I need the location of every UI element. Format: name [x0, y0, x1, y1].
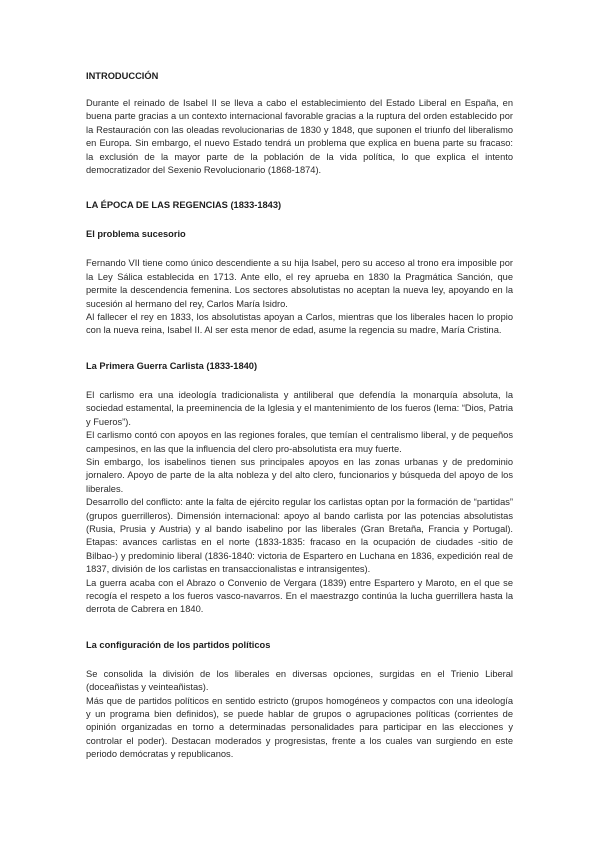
- partidos-section: [86, 668, 513, 762]
- guerra-heading: La Primera Guerra Carlista (1833-1840): [86, 360, 258, 371]
- guerra-section: [86, 389, 513, 617]
- partidos-heading: La configuración de los partidos políticos: [86, 639, 271, 650]
- intro-section: [86, 97, 513, 177]
- sucesorio-paragraph-2: Al fallecer el rey en 1833, los absolutistas apoyan a Carlos, mientras que los liberales hacen lo propio con la nueva reina, Isabel II. Al ser esta menor de edad, asume la regencia su madre, María Cristina.: [86, 312, 513, 336]
- guerra-paragraph-2: El carlismo contó con apoyos en las regiones forales, que temían el centralismo liberal, y de pequeños campesinos, en las que la influencia del clero pro-absolutista era muy fuerte.: [86, 430, 513, 454]
- guerra-paragraph-4: Desarrollo del conflicto: ante la falta de ejército regular los carlistas optan por la formación de “partidas” (grupos guerrilleros). Dimensión internacional: apoyo al bando carlista por las potencias absolutistas (Rusia, Prusia y Austria) y al bando isabelino por las liberales (Gran Bretaña, Francia y Portugal). Etapas: avances carlistas en el norte (1833-1835: fracaso en la ocupación de ciudades -sitio de Bilbao-) y predominio liberal (1836-1840: victoria de Espartero en Luchana en 1836, expedición real de 1837, división de los carlistas en transaccionalistas e intransigentes).: [86, 497, 513, 575]
- partidos-paragraph-2: Más que de partidos políticos en sentido estricto (grupos homogéneos y compactos con una ideología y un programa bien definidos), se puede hablar de grupos o agrupaciones políticas (corrientes de opinión organizadas en torno a determinadas personalidades para participar en las elecciones y controlar el poder). Destacan moderados y progresistas, frente a los cuales van surgiendo en este periodo demócratas y republicanos.: [86, 695, 513, 760]
- sucesorio-heading: El problema sucesorio: [86, 229, 186, 240]
- guerra-paragraph-3: Sin embargo, los isabelinos tienen sus principales apoyos en las zonas urbanas y de predominio jornalero. Apoyo de parte de la alta nobleza y del alto clero, funcionarios y búsqueda del apoyo de los liberales.: [86, 456, 513, 494]
- sucesorio-paragraph-1: Fernando VII tiene como único descendiente a su hija Isabel, pero su acceso al trono era imposible por la Ley Sálica establecida en 1713. Ante ello, el rey aprueba en 1830 la Pragmática Sanción, que permite la descendencia femenina. Los sectores absolutistas no aceptan la nueva ley, apoyando en la sucesión al hermano del rey, Carlos María Isidro.: [86, 258, 513, 309]
- guerra-paragraph-1: El carlismo era una ideología tradicionalista y antiliberal que defendía la monarquía absoluta, la sociedad estamental, la preeminencia de la Iglesia y el mantenimiento de los fueros (lema: “Dios, Patria y Fueros”).: [86, 389, 513, 427]
- guerra-paragraph-5: La guerra acaba con el Abrazo o Convenio de Vergara (1839) entre Espartero y Maroto, en el que se recogía el respeto a los fueros vasco-navarros. En el maestrazgo continúa la lucha guerrillera hasta la derrota de Cabrera en 1840.: [86, 577, 513, 615]
- sucesorio-section: [86, 257, 513, 337]
- partidos-paragraph-1: Se consolida la división de los liberales en diversas opciones, surgidas en el Trienio Liberal (doceañistas y veinteañistas).: [86, 668, 513, 693]
- intro-heading: INTRODUCCIÓN: [86, 71, 159, 81]
- intro-paragraph: Durante el reinado de Isabel II se lleva a cabo el establecimiento del Estado Liberal en España, en buena parte gracias a un contexto internacional favorable gracias a la ruptura del orden establecido por la Restauración con las oleadas revolucionarias de 1830 y 1848, que suponen el triunfo del liberalismo en Europa. Sin embargo, el nuevo Estado tendrá un problema que explica en buena parte su fracaso: la exclusión de la mayor parte de la población de la vida política, lo que explica el intento democratizador del Sexenio Revolucionario (1868-1874).: [86, 98, 513, 176]
- regencias-heading: LA ÉPOCA DE LAS REGENCIAS (1833-1843): [86, 200, 282, 211]
